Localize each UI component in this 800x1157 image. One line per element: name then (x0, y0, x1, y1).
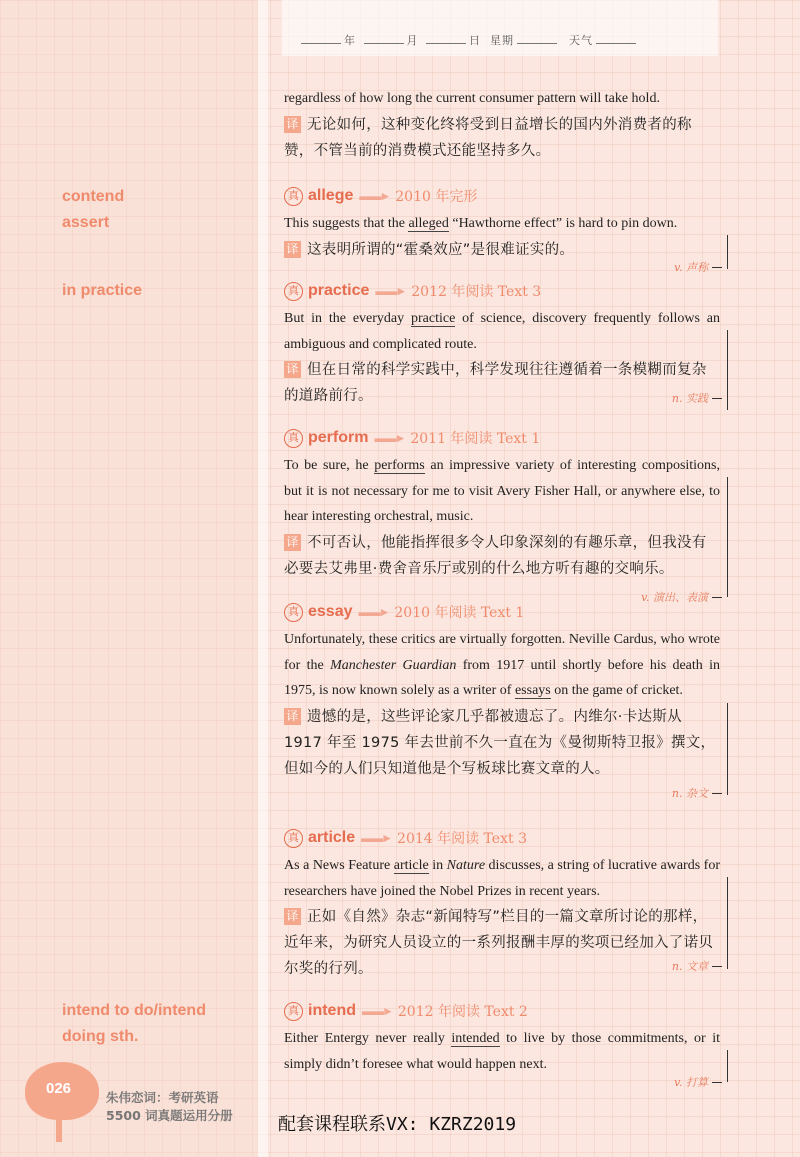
exam-source: 2012 年阅读 Text 3 (411, 284, 542, 300)
exam-source: 2010 年阅读 Text 1 (394, 605, 525, 621)
translation-text: 正如《自然》杂志“新闻特写”栏目的一篇文章所讨论的那样，近年来，为研究人员设立的一系列报酬丰厚的奖项已经加入了诺贝尔奖的行列。 (284, 909, 714, 977)
keyword-underlined: alleged (408, 216, 449, 231)
part-of-speech: v. 打算 (674, 1074, 722, 1090)
headword: perform (308, 429, 369, 446)
margin-note-allege (62, 184, 124, 236)
arrow-icon: ▬▬► (362, 1003, 392, 1018)
margin-note-practice (62, 278, 142, 304)
journal-title: Nature (446, 858, 486, 873)
translation-text: 遗憾的是，这些评论家几乎都被遗忘了。内维尔·卡达斯从 1917 年至 1975 年去世前不久一直在为《曼彻斯特卫报》撰文，但如今的人们只知道他是个写板球比赛文章的人。 (284, 708, 716, 777)
synonym-contend: contend (62, 188, 125, 205)
translation-text: 这表明所谓的“霍桑效应”是很难证实的。 (307, 241, 575, 258)
newspaper-title: Manchester Guardian (330, 657, 457, 673)
sentence-part: an impressive variety of interesting compositions, but it is not necessary for me to visit Avery Fisher Hall, or anywhere else, to hear interesting orchestral, music. (284, 458, 721, 524)
page-number: 026 (46, 1080, 72, 1097)
translation-marker: 译 (284, 708, 301, 725)
headword: article (308, 829, 356, 846)
arrow-icon: ▬▬► (358, 604, 389, 619)
arrow-icon: ▬▬► (359, 188, 390, 203)
example-sentence: regardless of how long the current consumer pattern will take hold. (284, 91, 660, 106)
book-title-line-1: 朱伟恋词：考研英语 (106, 1090, 219, 1105)
part-of-speech: n. 杂文 (672, 785, 722, 801)
margin-column (0, 0, 258, 1157)
sentence-part: As a News Feature (284, 858, 394, 873)
book-title (106, 1089, 233, 1125)
annotation-bracket (727, 877, 728, 969)
part-of-speech: v. 声称 (674, 259, 722, 275)
exam-source: 2012 年阅读 Text 2 (397, 1004, 528, 1020)
arrow-icon: ▬▬► (361, 830, 392, 845)
arrow-icon: ▬▬► (374, 430, 405, 445)
contact-watermark: 配套课程联系VX: KZRZ2019 (278, 1114, 517, 1135)
entry-allege (284, 183, 720, 274)
keyword-underlined: essays (514, 683, 551, 698)
annotation-bracket (727, 1050, 728, 1082)
entry-practice (284, 278, 720, 409)
exam-marker-icon: 真 (284, 603, 303, 622)
translation-marker: 译 (284, 116, 301, 133)
year-label: 年 (344, 34, 356, 47)
weather-blank (596, 43, 636, 44)
sentence-part: “Hawthorne effect” is hard to pin down. (448, 216, 678, 231)
part-of-speech: v. 演出、表演 (641, 589, 722, 605)
annotation-bracket (727, 477, 728, 597)
date-line (298, 32, 639, 48)
part-of-speech: n. 实践 (672, 390, 722, 406)
column-divider (258, 0, 268, 1157)
day-label: 日 (469, 34, 481, 47)
sentence-part: on the game of cricket. (550, 683, 683, 698)
entry-article (284, 825, 720, 982)
phrase-intend-2: doing sth. (62, 1028, 139, 1045)
entry-perform (284, 425, 721, 604)
annotation-bracket (727, 703, 728, 795)
book-title-line-2: 5500 词真题运用分册 (106, 1108, 233, 1123)
sentence-part: of science, discovery frequently follows an ambiguous and complicated route. (284, 311, 720, 352)
tree-trunk-icon (56, 1112, 62, 1142)
translation-marker: 译 (284, 361, 301, 378)
month-label: 月 (406, 34, 419, 47)
translation-marker: 译 (284, 241, 301, 258)
keyword-underlined: practice (410, 311, 456, 326)
exam-marker-icon: 真 (284, 187, 303, 206)
translation-marker: 译 (284, 534, 301, 551)
sentence-part: This suggests that the (284, 216, 409, 231)
phrase-intend-1: intend to do/intend (62, 1002, 206, 1019)
exam-source: 2010 年完形 (395, 189, 478, 205)
exam-marker-icon: 真 (284, 429, 303, 448)
weekday-blank (517, 43, 557, 44)
sentence-part: in (428, 858, 447, 873)
translation-text: 无论如何，这种变化终将受到日益增长的国内外消费者的称赞，不管当前的消费模式还能坚持多久。 (284, 116, 692, 159)
translation-marker: 译 (284, 908, 301, 925)
exam-marker-icon: 真 (284, 829, 303, 848)
exam-source: 2014 年阅读 Text 3 (397, 831, 527, 847)
part-of-speech: n. 文章 (672, 958, 722, 974)
sentence-part: from 1917 until shortly before his death in 1975, is now known solely as a writer of (284, 657, 720, 698)
translation-text: 不可否认，他能指挥很多令人印象深刻的有趣乐章，但我没有必要去艾弗里·费舍音乐厅或别的什么地方听有趣的交响乐。 (284, 534, 707, 577)
keyword-underlined: performs (374, 458, 425, 473)
annotation-bracket (727, 235, 728, 269)
exam-marker-icon: 真 (284, 1002, 303, 1021)
translation-text: 但在日常的科学实践中，科学发现往往遵循着一条模糊而复杂的道路前行。 (284, 362, 707, 404)
headword: essay (308, 603, 353, 620)
sentence-part: Either Entergy never really (284, 1031, 452, 1046)
margin-note-intend (62, 998, 206, 1050)
entry-intend (284, 998, 721, 1089)
weather-label: 天气 (569, 34, 593, 47)
exam-marker-icon: 真 (284, 282, 303, 301)
day-blank (426, 43, 466, 44)
sentence-part: discusses, a string of lucrative awards for researchers have joined the Nobel Prizes in recent years. (284, 858, 721, 899)
synonym-assert: assert (62, 214, 110, 231)
entry-continuation (284, 86, 720, 164)
phrase-in-practice: in practice (62, 282, 143, 299)
month-blank (364, 43, 404, 44)
sentence-part: To be sure, he (284, 458, 375, 473)
year-blank (301, 43, 341, 44)
sentence-part: to live by those commitments, or it simply didn’t foresee what would happen next. (284, 1031, 721, 1072)
keyword-underlined: article (393, 858, 429, 873)
sentence-part: But in the everyday (284, 311, 411, 326)
exam-source: 2011 年阅读 Text 1 (410, 431, 541, 447)
entry-essay (284, 599, 720, 800)
headword: intend (308, 1002, 356, 1019)
keyword-underlined: intended (451, 1031, 500, 1046)
weekday-label: 星期 (490, 34, 514, 47)
arrow-icon: ▬▬► (375, 283, 406, 298)
sentence-part: Unfortunately, these critics are virtually forgotten. Neville Cardus, who wrote for the (284, 632, 720, 673)
headword: allege (308, 187, 354, 204)
headword: practice (308, 282, 370, 299)
annotation-bracket (727, 330, 728, 410)
